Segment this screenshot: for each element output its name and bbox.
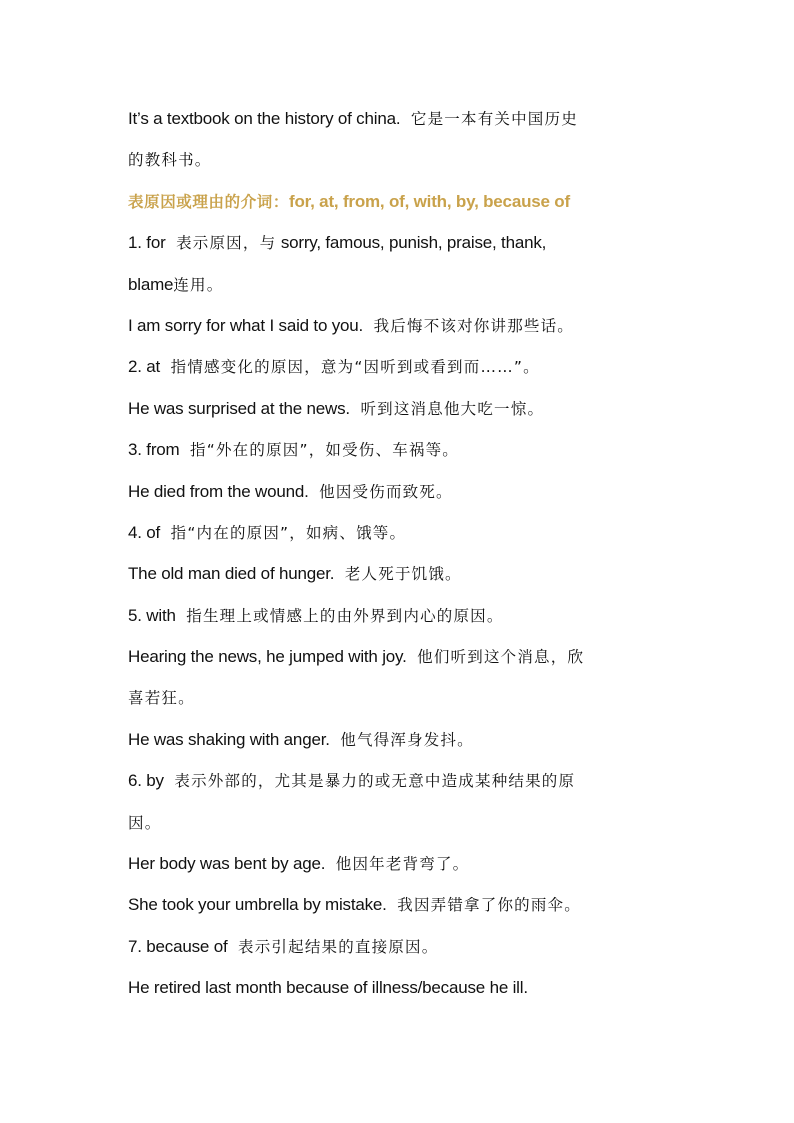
item-2-example xyxy=(128,388,673,429)
item-6-example-1-zh: 他因年老背弯了。 xyxy=(335,855,470,874)
item-1-words: sorry, famous, punish, praise, thank, xyxy=(280,233,547,253)
item-4-example-en: The old man died of hunger. xyxy=(128,564,335,584)
heading-zh: 表原因或理由的介词： xyxy=(128,192,290,211)
item-5-desc: 指生理上或情感上的由外界到内心的原因。 xyxy=(186,606,504,625)
item-1-words-cont: blame xyxy=(128,274,174,294)
item-7-heading xyxy=(128,926,673,967)
item-2-desc: 指情感变化的原因，意为“因听到或看到而……”。 xyxy=(170,358,540,377)
item-4-example-zh: 老人死于饥饿。 xyxy=(344,565,462,584)
item-3-heading xyxy=(128,429,673,470)
intro-line xyxy=(128,98,673,139)
item-5-example-1-zh-cont: 喜若狂。 xyxy=(128,689,195,708)
item-3-example-zh: 他因受伤而致死。 xyxy=(319,482,453,501)
section-heading xyxy=(128,181,673,222)
item-5-example-1-zh: 他们听到这个消息，欣 xyxy=(417,648,585,667)
item-4-heading xyxy=(128,512,673,553)
item-6-heading xyxy=(128,760,673,801)
item-6-example-1 xyxy=(128,843,673,884)
item-4-desc: 指“内在的原因”，如病、饿等。 xyxy=(170,523,407,542)
item-5-example-2-zh: 他气得浑身发抖。 xyxy=(340,730,474,749)
item-7-desc: 表示引起结果的直接原因。 xyxy=(238,937,439,956)
item-7-example xyxy=(128,967,673,1008)
item-3-label: 3. from xyxy=(128,440,180,460)
item-6-example-2-zh: 我因弄错拿了你的雨伞。 xyxy=(397,896,581,915)
item-1-example-en: I am sorry for what I said to you. xyxy=(128,315,364,335)
intro-zh-cont: 的教科书。 xyxy=(128,151,212,170)
item-5-heading xyxy=(128,595,673,636)
item-3-example-en: He died from the wound. xyxy=(128,481,309,501)
item-6-desc-cont: 因。 xyxy=(128,813,162,832)
item-6-example-2-en: She took your umbrella by mistake. xyxy=(128,895,387,915)
item-1-heading-cont xyxy=(128,264,673,305)
intro-en: It’s a textbook on the history of china. xyxy=(128,109,401,128)
item-2-heading xyxy=(128,346,673,387)
intro-zh: 它是一本有关中国历史 xyxy=(410,110,578,128)
item-6-example-1-en: Her body was bent by age. xyxy=(128,854,326,874)
item-1-example xyxy=(128,305,673,346)
item-1-label: 1. for xyxy=(128,233,166,253)
heading-en: for, at, from, of, with, by, because of xyxy=(289,191,570,211)
item-4-label: 4. of xyxy=(128,522,161,542)
item-5-example-1-en: Hearing the news, he jumped with joy. xyxy=(128,647,407,667)
document-body xyxy=(128,98,673,1009)
item-6-label: 6. by xyxy=(128,771,164,791)
item-2-label: 2. at xyxy=(128,357,161,377)
item-5-example-2 xyxy=(128,719,673,760)
item-1-desc: 表示原因，与 xyxy=(176,234,277,253)
item-6-example-2 xyxy=(128,884,673,925)
item-5-example-1 xyxy=(128,636,673,677)
item-4-example xyxy=(128,553,673,594)
item-5-label: 5. with xyxy=(128,605,176,625)
item-7-label: 7. because of xyxy=(128,936,228,956)
item-1-desc-cont: 连用。 xyxy=(173,275,224,294)
item-6-desc: 表示外部的，尤其是暴力的或无意中造成某种结果的原 xyxy=(174,772,576,791)
item-3-example xyxy=(128,471,673,512)
intro-line-cont xyxy=(128,139,673,180)
item-6-heading-cont xyxy=(128,802,673,843)
item-1-example-zh: 我后悔不该对你讲那些话。 xyxy=(373,316,575,335)
item-3-desc: 指“外在的原因”，如受伤、车祸等。 xyxy=(190,441,460,460)
item-5-example-2-en: He was shaking with anger. xyxy=(128,729,330,749)
item-2-example-zh: 听到这消息他大吃一惊。 xyxy=(360,399,545,418)
item-5-example-1-cont xyxy=(128,677,673,718)
item-1-heading xyxy=(128,222,673,263)
item-7-example-en: He retired last month because of illness/because he ill. xyxy=(128,978,528,998)
item-2-example-en: He was surprised at the news. xyxy=(128,398,350,418)
